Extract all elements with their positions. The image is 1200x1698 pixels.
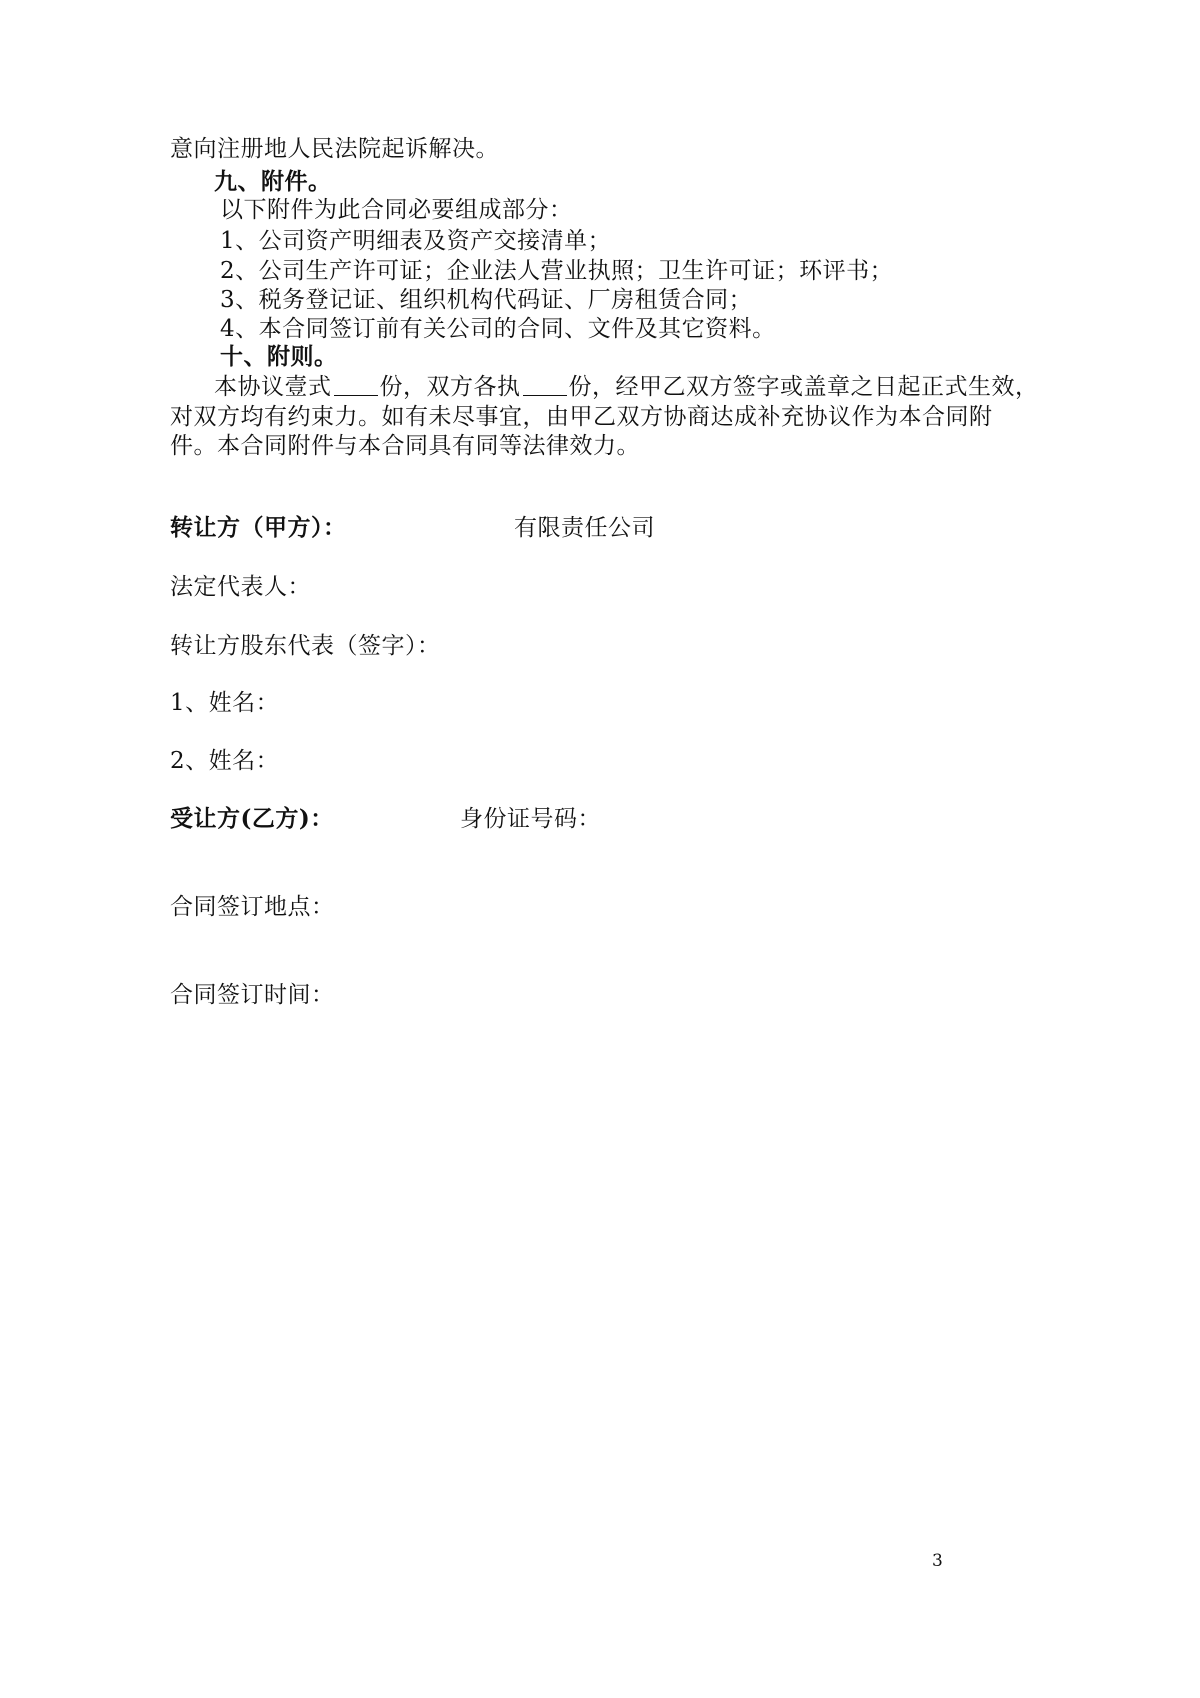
- attachment-item-2: 2、公司生产许可证；企业法人营业执照；卫生许可证；环评书；: [220, 258, 894, 284]
- supplementary-paragraph-line-1: [214, 370, 1039, 404]
- section-10-title: 十、附则。: [220, 343, 338, 370]
- copies-total-label: 本协议壹式: [214, 374, 332, 400]
- section-9-title: 九、附件。: [214, 168, 332, 195]
- supplementary-paragraph-line-2: 对双方均有约束力。如有未尽事宜，由甲乙双方协商达成补充协议作为本合同附: [170, 404, 993, 430]
- copies-each-label: 份，双方各执: [379, 374, 521, 400]
- attachment-item-1: 1、公司资产明细表及资产交接清单；: [220, 228, 612, 254]
- page-number: 3: [932, 1551, 943, 1571]
- signing-time-label: 合同签订时间：: [170, 982, 335, 1008]
- company-name-suffix: 有限责任公司: [514, 515, 655, 541]
- signing-place-label: 合同签订地点：: [170, 894, 335, 920]
- shareholder-name-1-label: 1、姓名：: [170, 690, 280, 716]
- id-number-label: 身份证号码：: [460, 806, 601, 832]
- attachment-item-3: 3、税务登记证、组织机构代码证、厂房租赁合同；: [220, 287, 753, 313]
- transferee-label: 受让方(乙方)：: [170, 805, 334, 832]
- text-line-court: 意向注册地人民法院起诉解决。: [170, 136, 499, 162]
- attachment-item-4: 4、本合同签订前有关公司的合同、文件及其它资料。: [220, 316, 776, 342]
- shareholder-name-2-label: 2、姓名：: [170, 748, 280, 774]
- transferor-label: 转让方（甲方）：: [170, 514, 347, 541]
- attachments-intro: 以下附件为此合同必要组成部分：: [220, 197, 573, 223]
- shareholder-representative-label: 转让方股东代表（签字）：: [170, 633, 441, 659]
- legal-representative-label: 法定代表人：: [170, 574, 311, 600]
- copies-total-blank: [334, 373, 378, 396]
- effective-clause: 份，经甲乙双方签字或盖章之日起正式生效，: [568, 374, 1039, 400]
- supplementary-paragraph-line-3: 件。本合同附件与本合同具有同等法律效力。: [170, 433, 640, 459]
- copies-each-blank: [523, 373, 567, 396]
